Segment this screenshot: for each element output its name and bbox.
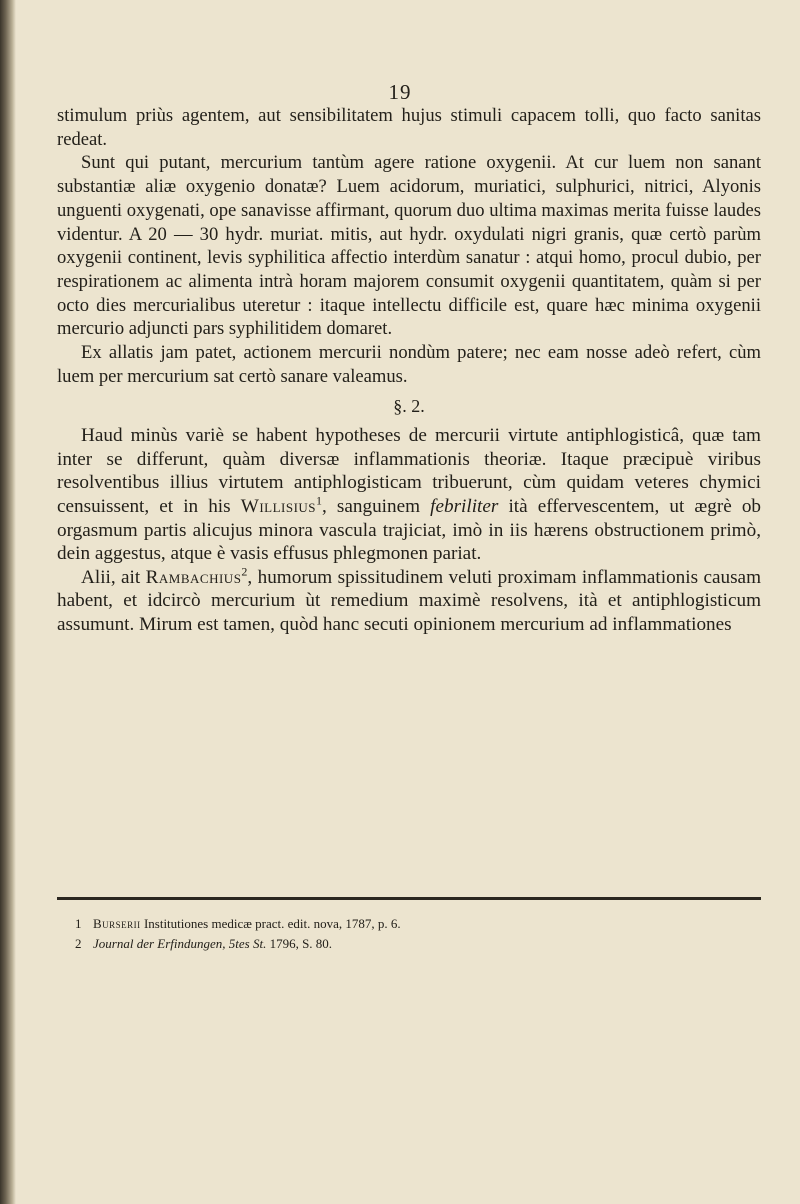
paragraph-4-mid: , sanguinem <box>322 495 421 517</box>
footnotes <box>75 914 765 954</box>
paragraph-1: stimulum priùs agentem, aut sensibilitatem hujus stimuli capacem tolli, quo facto sanitas redeat. <box>57 105 761 150</box>
paragraph-4-end: ità effervescentem, ut ægrè ob orgasmum partis alicujus minora vascula trajiciat, imò in iis hærens obstructionem primò, dein aggestus, atque è vasis effusus phlegmonen pariat. <box>57 495 762 565</box>
emphasis-febriliter: febriliter <box>430 495 499 517</box>
footnote-author: Burserii <box>93 916 141 931</box>
paragraph-3: Ex allatis jam patet, actionem mercurii nondùm patere; nec eam nosse adeò refert, cùm luem per mercurium sat certò sanare valeamus. <box>57 342 761 387</box>
footnote-number: 1 <box>75 916 82 931</box>
paragraph-2: Sunt qui putant, mercurium tantùm agere ratione oxygenii. At cur luem non sanant substantiæ aliæ oxygenio donatæ? Luem acidorum, muriatici, sulphurici, nitrici, Alyonis unguenti oxygenati, ope sanavisse affirmant, quorum duo ultima maximas merita fuisse laudes videntur. A 20 — 30 hydr. muriat. mitis, aut hydr. oxydulati nigri granis, quæ certò parùm oxygenii continent, levis syphilitica affectio interdùm sanatur : atqui homo, procul dubio, per respirationem ac alimenta intrà horam majorem consumit oxygenii quantitatem, quàm si per octo dies mercurialibus uteretur : itaque intellectu difficile est, quare hæc minima oxygenii mercurio adjuncti pars syphilitidem domaret. <box>57 152 761 340</box>
footnote-1 <box>75 914 765 934</box>
author-rambachius: Rambachius <box>145 566 242 588</box>
main-text <box>57 104 761 636</box>
footnote-text: 1796, S. 80. <box>266 936 333 951</box>
footnote-ref-2: 2 <box>241 564 248 579</box>
paragraph-5-end: , humorum spissitudinem veluti proximam inflammationis causam habent, et idcircò mercurium ùt remedium maximè resolvens, ità et antiphlogisticum assumunt. Mirum est tamen, quòd hanc secuti opinionem mercurium ad inflammationes <box>57 566 761 635</box>
footnote-journal-title: Journal der Erfindungen, 5tes St. <box>93 936 267 951</box>
author-willisius: Willisius <box>240 495 317 517</box>
paragraph-5-start: Alii, ait <box>81 566 141 588</box>
paragraph-4 <box>57 424 761 566</box>
footnote-2 <box>75 934 765 954</box>
footnote-number: 2 <box>75 936 82 951</box>
section-heading: §. 2. <box>393 396 425 417</box>
page-number: 19 <box>388 80 412 104</box>
footnote-text: Institutiones medicæ pract. edit. nova, 1787, p. 6. <box>140 916 401 931</box>
footnote-ref-1: 1 <box>316 493 323 508</box>
paragraph-5 <box>57 566 761 637</box>
paragraph-4-start: Haud minùs variè se habent hypotheses de mercurii virtute antiphlogisticâ, quæ tam inter se differunt, quàm diversæ inflammationis theoriæ. Itaque præcipuè viribus resolventibus illius virtutem antiphlogisticam tribuerunt, cùm quidam veteres chymici censuissent, et in his <box>57 425 761 517</box>
footnote-divider <box>57 897 761 900</box>
book-spine-shadow <box>0 0 16 1204</box>
